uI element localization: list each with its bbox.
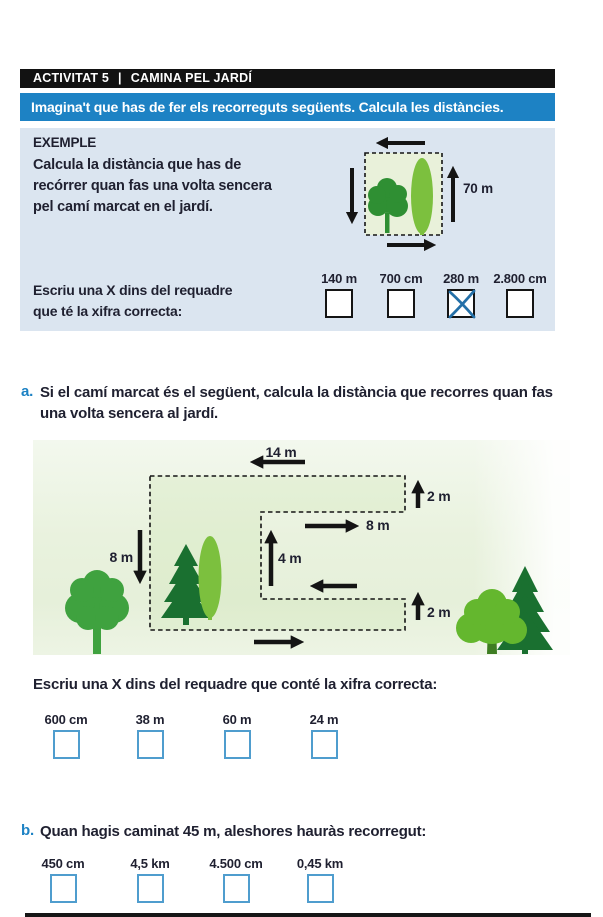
example-garden-diagram	[335, 133, 535, 263]
option-24m	[284, 712, 364, 759]
option-045km	[280, 856, 360, 903]
example-side-measure: 70 m	[463, 181, 493, 196]
checkbox-140m[interactable]	[325, 289, 353, 318]
option-label: 60 m	[222, 712, 252, 727]
measure-left: 8 m	[109, 549, 133, 565]
section-a-prompt: Escriu una X dins del requadre que conté la xifra correcta:	[33, 676, 438, 693]
checkbox-45km[interactable]	[137, 874, 164, 903]
checkbox-24m[interactable]	[311, 730, 338, 759]
checkbox-280m[interactable]	[447, 289, 475, 318]
checkbox-2800cm[interactable]	[506, 289, 534, 318]
example-prompt: Escriu una X dins del requadre que té la xifra correcta:	[33, 282, 233, 319]
option-label: 600 cm	[44, 712, 88, 727]
garden-diagram	[33, 440, 570, 655]
activity-title: CAMINA PEL JARDÍ	[130, 71, 253, 85]
checkbox-450cm[interactable]	[50, 874, 77, 903]
section-a-marker: a.	[21, 383, 34, 400]
example-title: EXEMPLE	[33, 135, 97, 150]
option-label: 4.500 cm	[209, 856, 263, 871]
option-label: 38 m	[135, 712, 165, 727]
instruction-bar: Imagina't que has de fer els recorreguts següents. Calcula les distàncies.	[20, 93, 555, 121]
measure-top: 14 m	[265, 444, 297, 460]
option-45km	[110, 856, 190, 903]
option-label: 280 m	[443, 271, 479, 286]
option-label: 4,5 km	[130, 856, 170, 871]
measure-inner-middle: 4 m	[278, 550, 302, 566]
option-label: 2.800 cm	[493, 271, 547, 286]
measure-inner-right: 8 m	[366, 517, 390, 533]
option-38m	[110, 712, 190, 759]
section-a-text: Si el camí marcat és el següent, calcula la distància que recorres quan fas una volta sencera al jardí.	[40, 384, 553, 422]
option-label: 24 m	[309, 712, 339, 727]
bottom-rule	[25, 913, 591, 917]
measure-right-bottom: 2 m	[427, 604, 451, 620]
option-label: 700 cm	[379, 271, 423, 286]
deciduous-tree-icon	[65, 570, 129, 654]
checkbox-60m[interactable]	[224, 730, 251, 759]
checkbox-38m[interactable]	[137, 730, 164, 759]
option-label: 0,45 km	[296, 856, 344, 871]
section-b-text: Quan hagis caminat 45 m, aleshores hauràs recorregut:	[40, 823, 427, 840]
activity-header-bar	[20, 69, 555, 88]
measure-right-top: 2 m	[427, 488, 451, 504]
section-b-marker: b.	[21, 822, 34, 839]
checkbox-4500cm[interactable]	[223, 874, 250, 903]
option-450cm	[23, 856, 103, 903]
activity-number: ACTIVITAT 5	[33, 71, 110, 85]
example-option-2800cm	[480, 271, 560, 318]
header-separator: |	[118, 71, 122, 85]
option-label: 140 m	[321, 271, 357, 286]
checkbox-600cm[interactable]	[53, 730, 80, 759]
option-600cm	[26, 712, 106, 759]
option-label: 450 cm	[41, 856, 85, 871]
example-box	[20, 128, 555, 331]
option-4500cm	[196, 856, 276, 903]
example-body: Calcula la distància que has de recórrer quan fas una volta sencera pel camí marcat en el jardí.	[33, 157, 272, 215]
checkbox-045km[interactable]	[307, 874, 334, 903]
option-60m	[197, 712, 277, 759]
checkbox-700cm[interactable]	[387, 289, 415, 318]
garden-diagram-graphics	[33, 440, 570, 655]
x-mark-icon	[446, 288, 478, 321]
